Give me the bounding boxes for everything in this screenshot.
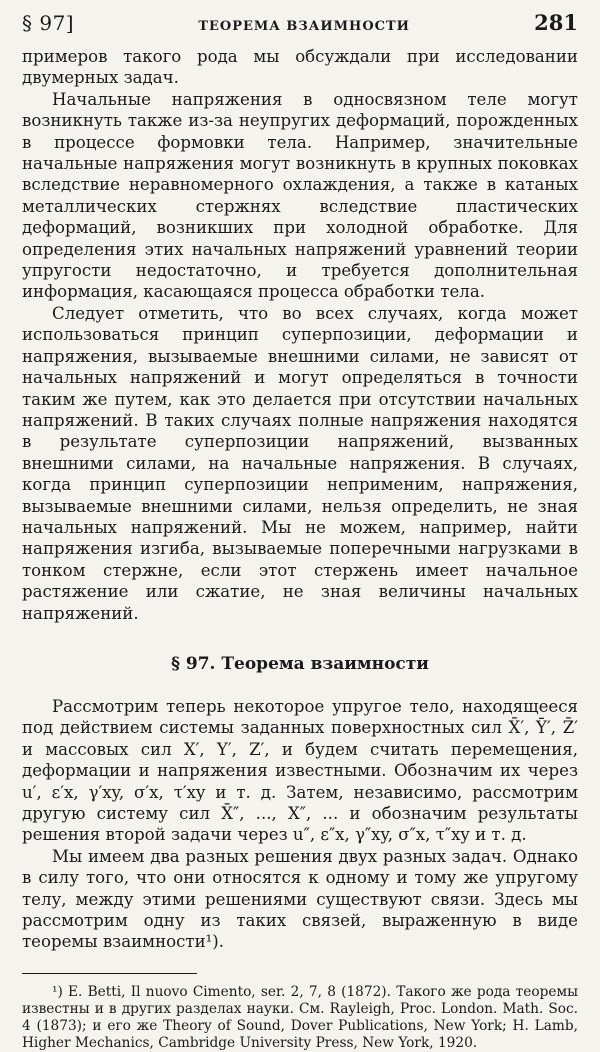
section-heading: § 97. Теорема взаимности xyxy=(171,653,429,674)
page-number: 281 xyxy=(534,10,578,35)
paragraph-initial-stresses: Начальные напряжения в односвязном теле могут возникнуть также из-за неупругих деформаций, порожденных в процессе формовки тела. Например, значительные начальные напряжения могут возникнуть в крупных поковках вследствие неравномерного охлаждения, а также в катаных металлических стержнях вследствие пластических деформаций, возникших при холодной обработке. Для определения этих начальных напряжений уравнений теории упругости недостаточно, и требуется дополнительная информация, касающаяся процесса обработки тела. xyxy=(22,89,578,302)
paragraph-superposition: Следует отметить, что во всех случаях, когда может использоваться принцип суперпозиции, деформации и напряжения, вызываемые внешними силами, не зависят от начальных напряжений и могут определяться в точности таким же путем, как это делается при отсутствии начальных напряжений. В таких случаях полные напряжения находятся в результате суперпозиции напряжений, вызванных внешними силами, на начальные напряжения. В случаях, когда принцип суперпозиции неприменим, напряжения, вызываемые внешними силами, нельзя определить, не зная начальных напряжений. Мы не можем, например, найти напряжения изгиба, вызываемые поперечными нагрузками в тонком стержне, если этот стержень имеет начальное растяжение или сжатие, не зная величины начальных напряжений. xyxy=(22,303,578,623)
paragraph-continued: примеров такого рода мы обсуждали при исследовании двумерных задач. xyxy=(22,47,578,88)
header-title: ТЕОРЕМА ВЗАИМНОСТИ xyxy=(198,19,410,34)
header-section-number: § 97] xyxy=(22,11,75,35)
paragraph-consider-body: Рассмотрим теперь некоторое упругое тело, находящееся под действием системы заданных поверхностных сил X̄′, Ȳ′, Z̄′ и массовых сил X′, Y′, Z′, и будем считать перемещения, деформации и напряжения известными. Обозначим их через u′, ε′x, γ′xy, σ′x, τ′xy и т. д. Затем, независимо, рассмотрим другую систему сил X̄″, ..., X″, ... и обозначим результаты решения второй задачи через u″, ε″x, γ″xy, σ″x, τ″xy и т. д. xyxy=(22,696,578,845)
footnote: ¹) E. Betti, Il nuovo Cimento, ser. 2, 7, 8 (1872). Такого же рода теоремы известны и в других разделах науки. См. Rayleigh, Proc. London. Math. Soc. 4 (1873); и его же Theory of Sound, Dover Publications, New York; H. Lamb, Higher Mechanics, Cambridge University Press, New York, 1920. xyxy=(22,983,578,1051)
footnote-divider xyxy=(22,973,197,974)
running-header xyxy=(22,10,578,46)
paragraph-two-solutions: Мы имеем два разных решения двух разных задач. Однако в силу того, что они относятся к одному и тому же упругому телу, между этими решениями существуют связи. Здесь мы рассмотрим одну из таких связей, выраженную в виде теоремы взаимности¹). xyxy=(22,846,578,952)
